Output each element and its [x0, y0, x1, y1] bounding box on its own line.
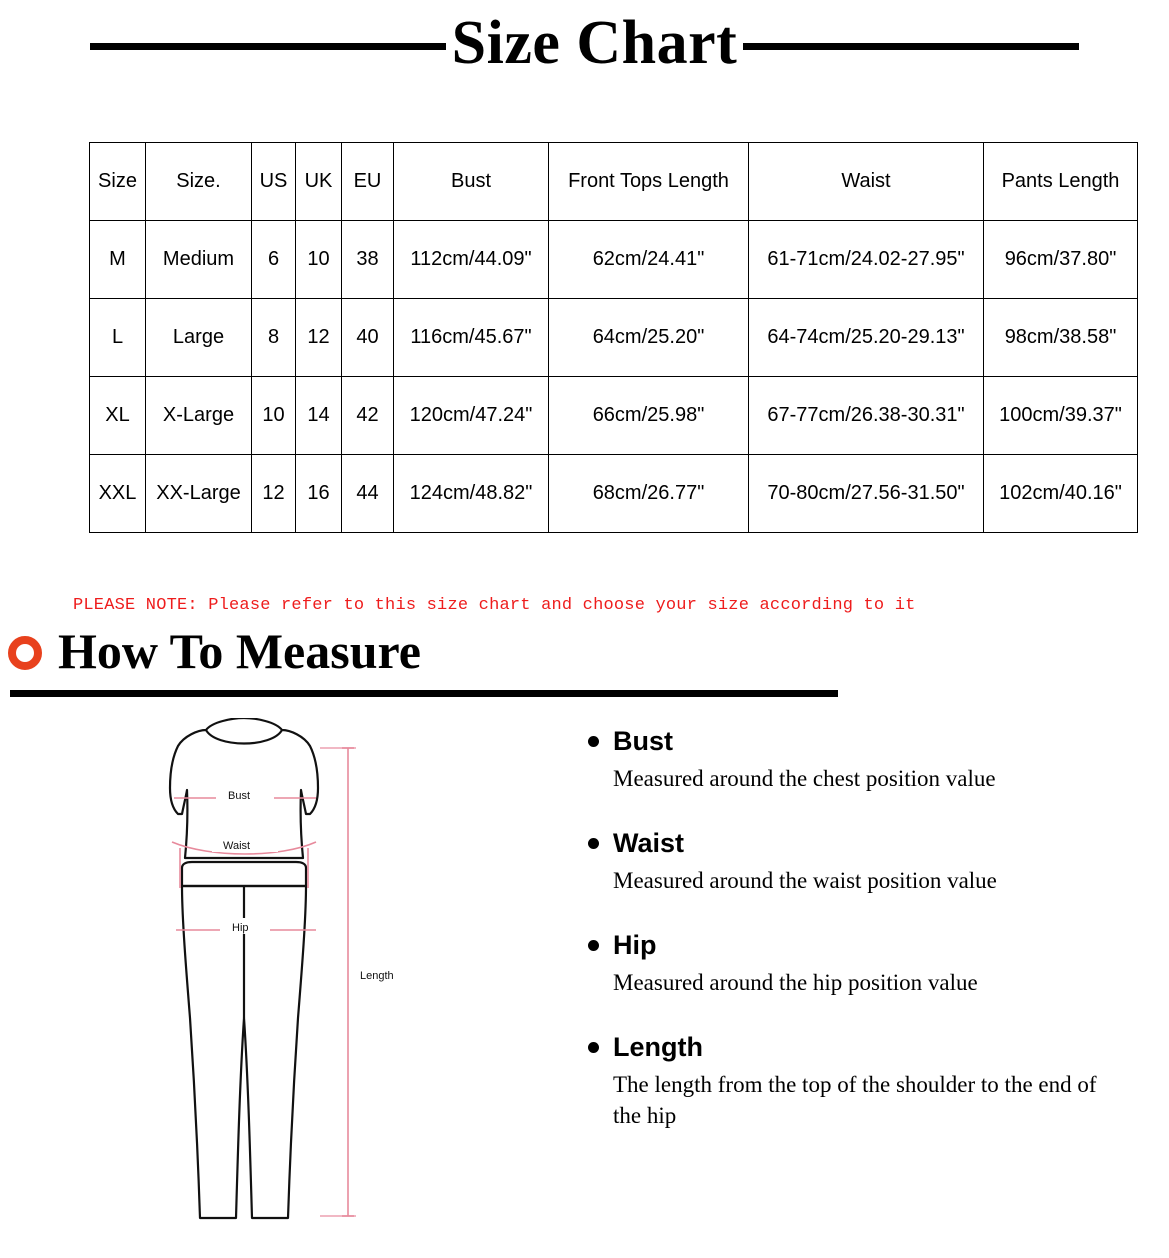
- cell-uk: 12: [296, 299, 342, 377]
- table-row: [90, 221, 1138, 299]
- table-row: [90, 377, 1138, 455]
- cell-waist: 67-77cm/26.38-30.31": [749, 377, 984, 455]
- definition-label: Hip: [613, 930, 657, 961]
- cell-pants-length: 102cm/40.16": [984, 455, 1138, 533]
- table-row: [90, 299, 1138, 377]
- cell-us: 12: [252, 455, 296, 533]
- header-rule-right: [743, 43, 1079, 50]
- column-header-waist: Waist: [749, 143, 984, 221]
- column-header-size-name: Size.: [146, 143, 252, 221]
- column-header-size: Size: [90, 143, 146, 221]
- figure-label-waist: Waist: [223, 840, 251, 852]
- cell-waist: 61-71cm/24.02-27.95": [749, 221, 984, 299]
- cell-us: 6: [252, 221, 296, 299]
- cell-pants-length: 98cm/38.58": [984, 299, 1138, 377]
- cell-size: M: [90, 221, 146, 299]
- cell-eu: 38: [342, 221, 394, 299]
- cell-front-tops-length: 64cm/25.20": [549, 299, 749, 377]
- table-header-row: [90, 143, 1138, 221]
- bullet-dot-icon: [588, 736, 599, 747]
- column-header-front-tops-length: Front Tops Length: [549, 143, 749, 221]
- cell-front-tops-length: 62cm/24.41": [549, 221, 749, 299]
- size-chart-table-container: [89, 142, 1127, 533]
- cell-bust: 120cm/47.24": [394, 377, 549, 455]
- cell-eu: 40: [342, 299, 394, 377]
- column-header-pants-length: Pants Length: [984, 143, 1138, 221]
- definition-heading: [588, 1032, 1128, 1063]
- column-header-eu: EU: [342, 143, 394, 221]
- cell-pants-length: 96cm/37.80": [984, 221, 1138, 299]
- cell-size-name: Medium: [146, 221, 252, 299]
- definition-description: Measured around the chest position value: [613, 766, 996, 791]
- cell-size-name: Large: [146, 299, 252, 377]
- cell-size-name: X-Large: [146, 377, 252, 455]
- column-header-uk: UK: [296, 143, 342, 221]
- cell-size: XL: [90, 377, 146, 455]
- definition-description: The length from the top of the shoulder to the end of the hip: [613, 1072, 1097, 1129]
- definition-heading: [588, 930, 1128, 961]
- measurement-figure: [120, 718, 540, 1238]
- definition-item-length: [588, 1032, 1128, 1131]
- definition-label: Length: [613, 1032, 703, 1063]
- definition-item-hip: [588, 930, 1128, 998]
- definition-item-bust: [588, 726, 1128, 794]
- cell-bust: 124cm/48.82": [394, 455, 549, 533]
- bullet-dot-icon: [588, 940, 599, 951]
- definition-heading: [588, 828, 1128, 859]
- figure-label-length: Length: [360, 970, 394, 982]
- cell-uk: 16: [296, 455, 342, 533]
- cell-bust: 112cm/44.09": [394, 221, 549, 299]
- how-to-measure-title: How To Measure: [58, 623, 421, 679]
- cell-waist: 70-80cm/27.56-31.50": [749, 455, 984, 533]
- page-title: Size Chart: [451, 9, 738, 77]
- table-row: [90, 455, 1138, 533]
- cell-bust: 116cm/45.67": [394, 299, 549, 377]
- header-rule-left: [90, 43, 446, 50]
- cell-pants-length: 100cm/39.37": [984, 377, 1138, 455]
- cell-size: L: [90, 299, 146, 377]
- bullet-dot-icon: [588, 838, 599, 849]
- figure-label-bust: Bust: [228, 790, 251, 802]
- cell-eu: 44: [342, 455, 394, 533]
- size-chart-table: [89, 142, 1138, 533]
- definition-description: Measured around the waist position value: [613, 868, 997, 894]
- cell-eu: 42: [342, 377, 394, 455]
- definition-heading: [588, 726, 1128, 757]
- definition-label: Bust: [613, 726, 673, 756]
- cell-size-name: XX-Large: [146, 455, 252, 533]
- how-to-measure-underline: [10, 690, 838, 697]
- figure-label-hip: Hip: [232, 922, 249, 934]
- definition-description: Measured around the hip position value: [613, 970, 978, 996]
- cell-uk: 14: [296, 377, 342, 455]
- cell-us: 8: [252, 299, 296, 377]
- column-header-us: US: [252, 143, 296, 221]
- column-header-bust: Bust: [394, 143, 549, 221]
- page-header: [0, 0, 1169, 92]
- cell-size: XXL: [90, 455, 146, 533]
- circle-bullet-icon: [8, 636, 42, 670]
- cell-front-tops-length: 66cm/25.98": [549, 377, 749, 455]
- garment-illustration-svg: [120, 718, 540, 1238]
- cell-waist: 64-74cm/25.20-29.13": [749, 299, 984, 377]
- definition-label: Waist: [613, 828, 685, 859]
- bullet-dot-icon: [588, 1042, 599, 1053]
- cell-uk: 10: [296, 221, 342, 299]
- how-to-measure-heading: [8, 623, 421, 679]
- measurement-definitions: [588, 726, 1128, 1165]
- definition-item-waist: [588, 828, 1128, 896]
- cell-us: 10: [252, 377, 296, 455]
- cell-front-tops-length: 68cm/26.77": [549, 455, 749, 533]
- please-note-text: PLEASE NOTE: Please refer to this size chart and choose your size according to it: [73, 596, 916, 615]
